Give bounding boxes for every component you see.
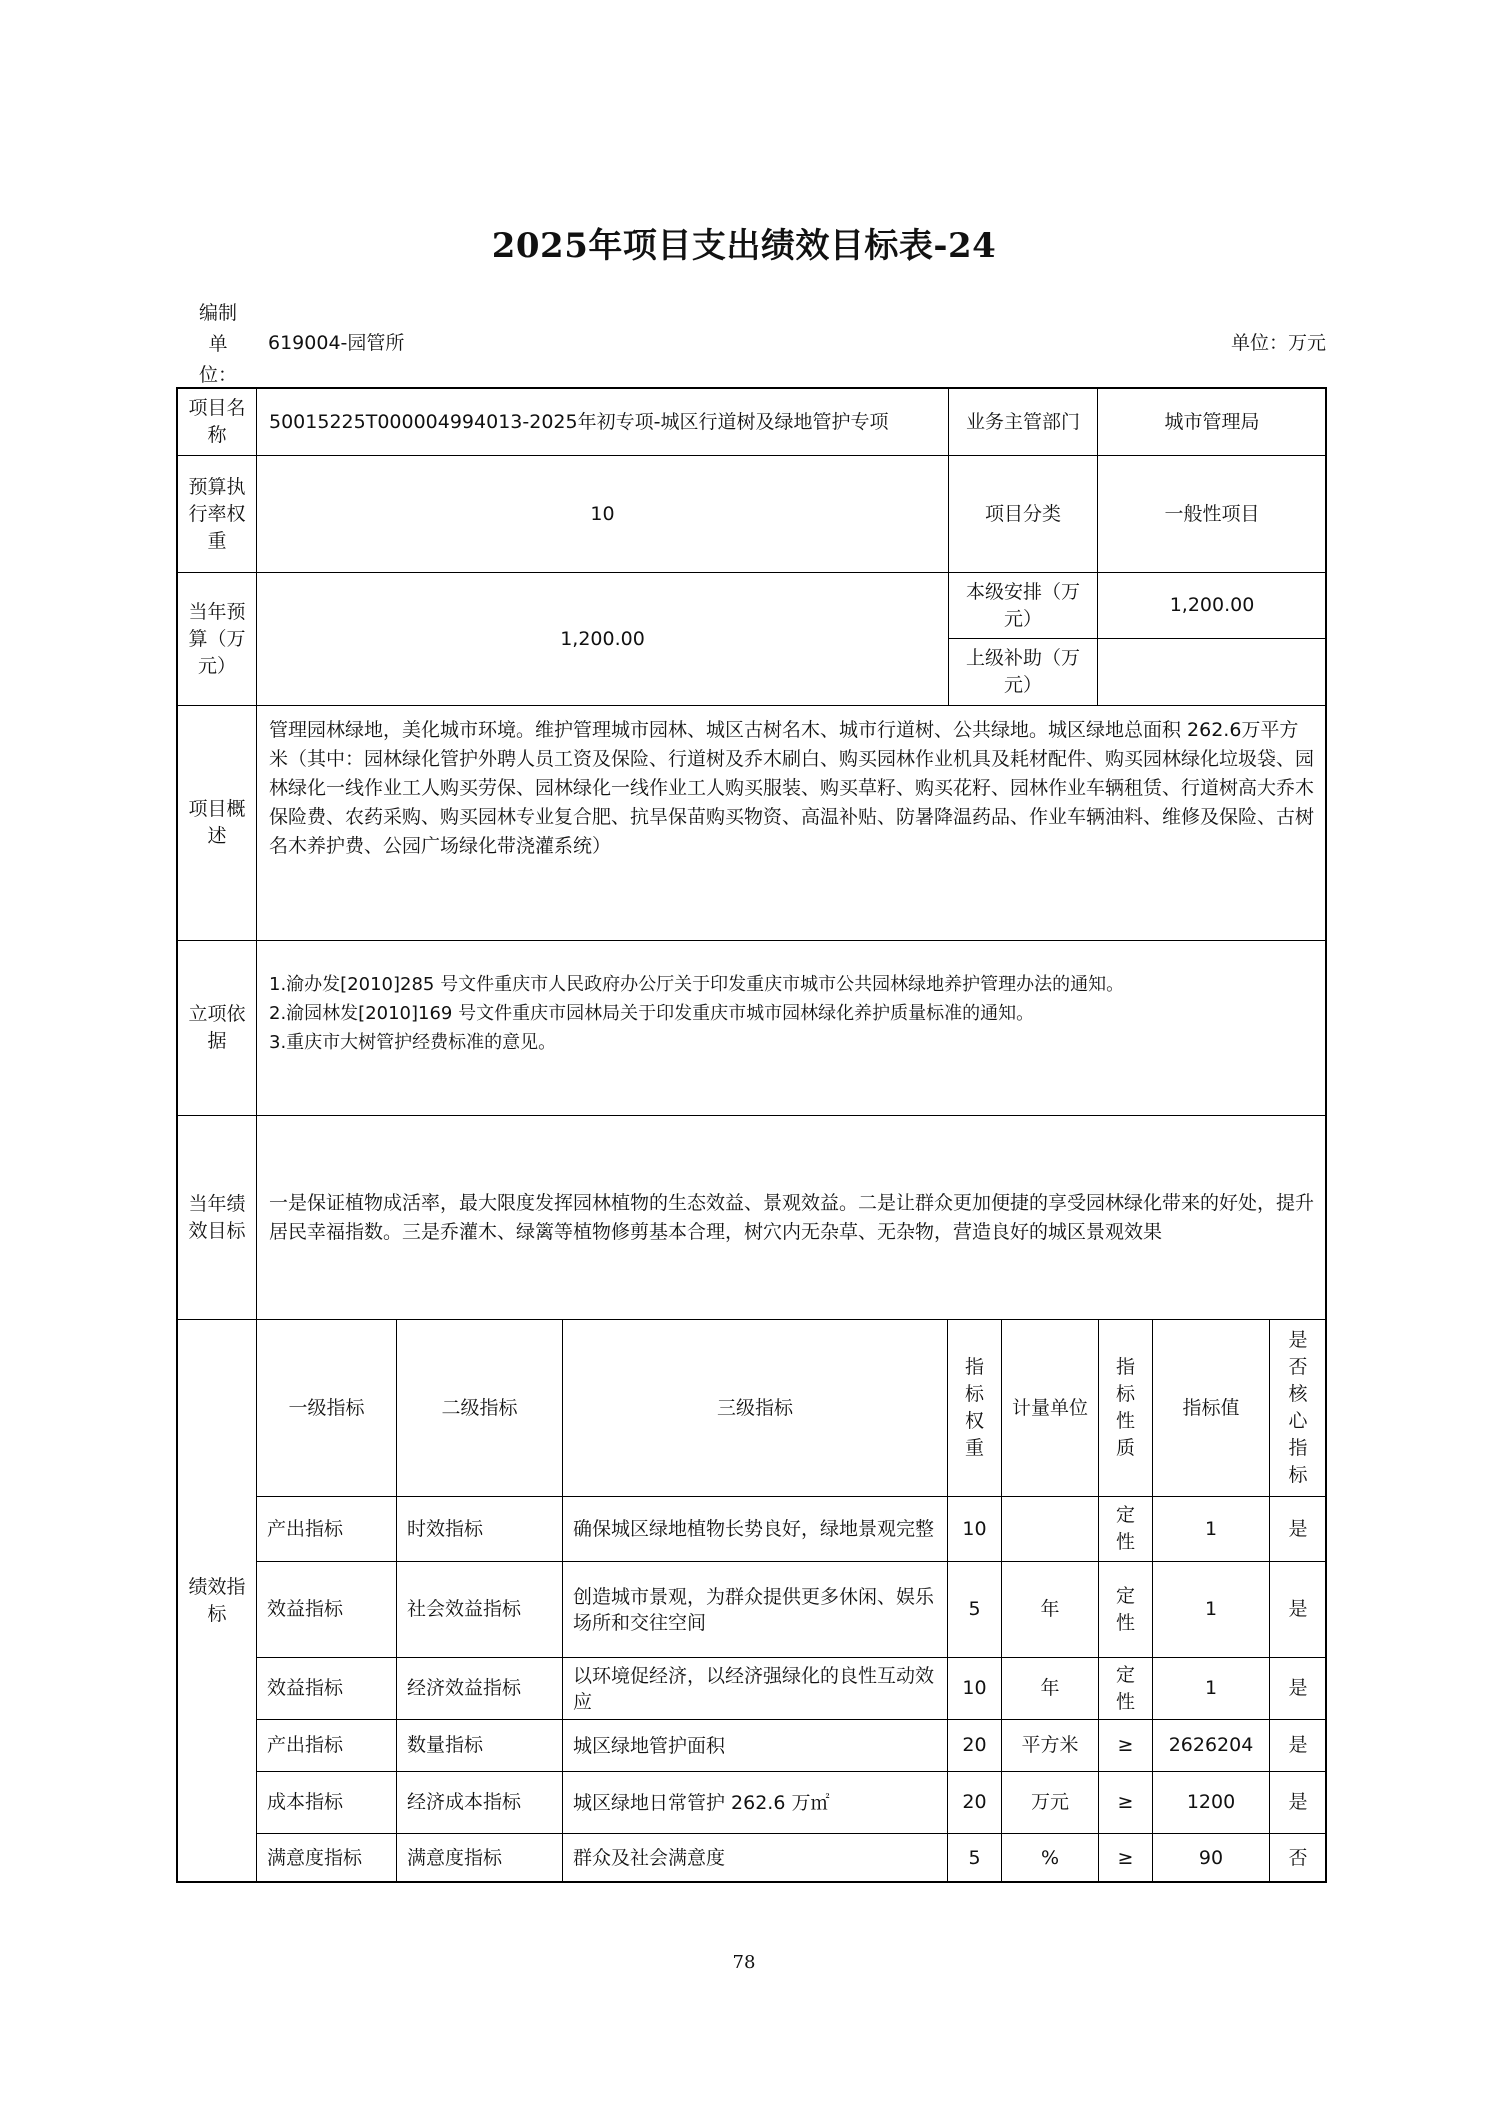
indicator-core: 是 — [1269, 1719, 1327, 1772]
indicator-nature: ≥ — [1098, 1833, 1153, 1883]
indicator-weight: 10 — [947, 1657, 1002, 1720]
project-name-value: 50015225T000004994013-2025年初专项-城区行道树及绿地管护专项 — [256, 388, 949, 456]
indicator-core: 是 — [1269, 1771, 1327, 1834]
indicator-level3: 以环境促经济，以经济强绿化的良性互动效应 — [562, 1657, 948, 1720]
local-label: 本级安排（万元） — [948, 572, 1098, 639]
overview-text: 管理园林绿地，美化城市环境。维护管理城市园林、城区古树名木、城市行道树、公共绿地。城区绿地总面积 262.6万平方米（其中：园林绿化管护外聘人员工资及保险、行道树及乔木刷白、购买园林作业机具及耗材配件、购买园林绿化垃圾袋、园林绿化一线作业工人购买劳保、园林绿化一线作业工人购买服装、购买草籽、购买花籽、园林作业车辆租赁、行道树高大乔木保险费、农药采购、购买园林专业复合肥、抗旱保苗购买物资、高温补贴、防暑降温药品、作业车辆油料、维修及保险、古树名木养护费、公园广场绿化带浇灌系统） — [256, 705, 1327, 941]
indicator-level1: 产出指标 — [256, 1496, 397, 1562]
indicator-value: 1200 — [1152, 1771, 1270, 1834]
indicator-unit: % — [1001, 1833, 1099, 1883]
indicator-core: 否 — [1269, 1833, 1327, 1883]
indicator-value: 2626204 — [1152, 1719, 1270, 1772]
budget-value: 1,200.00 — [256, 572, 949, 706]
goal-text: 一是保证植物成活率，最大限度发挥园林植物的生态效益、景观效益。二是让群众更加便捷的享受园林绿化带来的好处，提升居民幸福指数。三是乔灌木、绿篱等植物修剪基本合理，树穴内无杂草、无杂物，营造良好的城区景观效果 — [256, 1115, 1327, 1320]
indicator-level2: 经济成本指标 — [396, 1771, 563, 1834]
superior-label: 上级补助（万元） — [948, 638, 1098, 706]
indicator-level3: 城区绿地管护面积 — [562, 1719, 948, 1772]
weight-value: 10 — [256, 455, 949, 573]
indicator-weight: 5 — [947, 1561, 1002, 1658]
indicator-core: 是 — [1269, 1561, 1327, 1658]
dept-label: 业务主管部门 — [948, 388, 1098, 456]
header-level1: 一级指标 — [256, 1319, 397, 1497]
project-name-label: 项目名称 — [177, 388, 257, 456]
unit-label: 编制单位： — [198, 302, 237, 386]
indicator-nature: 定性 — [1098, 1496, 1153, 1562]
indicators-label: 绩效指标 — [177, 1319, 257, 1883]
header-nature: 指标性质 — [1098, 1319, 1153, 1497]
indicator-value: 1 — [1152, 1496, 1270, 1562]
indicator-value: 1 — [1152, 1657, 1270, 1720]
superior-value — [1097, 638, 1327, 706]
indicator-level2: 经济效益指标 — [396, 1657, 563, 1720]
indicator-nature: 定性 — [1098, 1561, 1153, 1658]
indicator-level2: 时效指标 — [396, 1496, 563, 1562]
indicator-core: 是 — [1269, 1496, 1327, 1562]
indicator-level2: 数量指标 — [396, 1719, 563, 1772]
indicator-level3: 创造城市景观，为群众提供更多休闲、娱乐场所和交往空间 — [562, 1561, 948, 1658]
indicator-level2: 社会效益指标 — [396, 1561, 563, 1658]
indicator-unit: 万元 — [1001, 1771, 1099, 1834]
indicator-level2: 满意度指标 — [396, 1833, 563, 1883]
weight-label: 预算执行率权重 — [177, 455, 257, 573]
local-value: 1,200.00 — [1097, 572, 1327, 639]
indicator-value: 1 — [1152, 1561, 1270, 1658]
indicator-unit: 年 — [1001, 1657, 1099, 1720]
header-core: 是否核心指标 — [1269, 1319, 1327, 1497]
basis-text — [256, 940, 1327, 1116]
indicator-level1: 效益指标 — [256, 1561, 397, 1658]
indicator-level1: 满意度指标 — [256, 1833, 397, 1883]
indicator-nature: 定性 — [1098, 1657, 1153, 1720]
dept-value: 城市管理局 — [1097, 388, 1327, 456]
header-value: 指标值 — [1152, 1319, 1270, 1497]
header-level3: 三级指标 — [562, 1319, 948, 1497]
indicator-core: 是 — [1269, 1657, 1327, 1720]
indicator-level3: 确保城区绿地植物长势良好，绿地景观完整 — [562, 1496, 948, 1562]
indicator-weight: 10 — [947, 1496, 1002, 1562]
indicator-weight: 20 — [947, 1719, 1002, 1772]
page-number: 78 — [732, 1952, 756, 1973]
header-level2: 二级指标 — [396, 1319, 563, 1497]
indicator-level1: 产出指标 — [256, 1719, 397, 1772]
indicator-value: 90 — [1152, 1833, 1270, 1883]
category-value: 一般性项目 — [1097, 455, 1327, 573]
goal-label: 当年绩效目标 — [177, 1115, 257, 1320]
basis-line: 3.重庆市大树管护经费标准的意见。 — [269, 1031, 557, 1053]
header-weight: 指标权重 — [947, 1319, 1002, 1497]
indicator-nature: ≥ — [1098, 1719, 1153, 1772]
indicator-unit: 年 — [1001, 1561, 1099, 1658]
overview-label: 项目概述 — [177, 705, 257, 941]
basis-line: 2.渝园林发[2010]169 号文件重庆市园林局关于印发重庆市城市园林绿化养护质量标准的通知。 — [269, 1002, 1035, 1024]
indicator-level1: 效益指标 — [256, 1657, 397, 1720]
indicator-nature: ≥ — [1098, 1771, 1153, 1834]
category-label: 项目分类 — [948, 455, 1098, 573]
indicator-level3: 群众及社会满意度 — [562, 1833, 948, 1883]
unit-value: 619004-园管所 — [268, 332, 405, 354]
currency-unit: 单位：万元 — [1230, 332, 1326, 354]
page-title: 2025年项目支出绩效目标表-24 — [491, 226, 997, 266]
indicator-unit: 平方米 — [1001, 1719, 1099, 1772]
basis-label: 立项依据 — [177, 940, 257, 1116]
indicator-weight: 5 — [947, 1833, 1002, 1883]
indicator-unit — [1001, 1496, 1099, 1562]
indicator-weight: 20 — [947, 1771, 1002, 1834]
basis-line: 1.渝办发[2010]285 号文件重庆市人民政府办公厅关于印发重庆市城市公共园林绿地养护管理办法的通知。 — [269, 973, 1125, 995]
budget-label: 当年预算（万元） — [177, 572, 257, 706]
indicator-level3: 城区绿地日常管护 262.6 万㎡ — [562, 1771, 948, 1834]
header-unit: 计量单位 — [1001, 1319, 1099, 1497]
indicator-level1: 成本指标 — [256, 1771, 397, 1834]
